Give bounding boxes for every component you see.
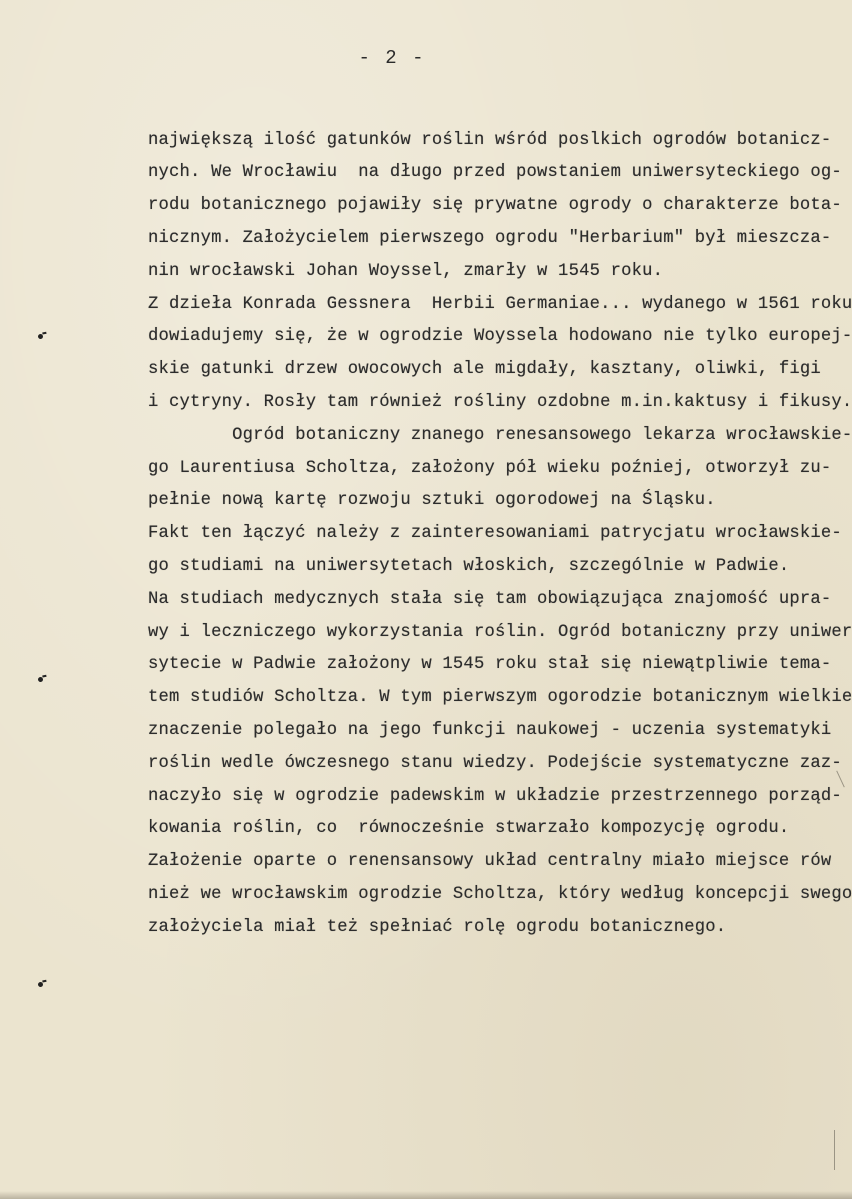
body-line: go studiami na uniwersytetach włoskich, szczególnie w Padwie. [148,557,790,576]
margin-mark-dot [37,676,43,682]
body-line: nież we wrocławskim ogrodzie Scholtza, który według koncepcji swego [148,885,852,904]
body-line: nicznym. Założycielem pierwszego ogrodu "Herbarium" był mieszcza- [148,229,832,248]
body-line: skie gatunki drzew owocowych ale migdały, kasztany, oliwki, figi [148,360,821,379]
body-line: nych. We Wrocławiu na długo przed powstaniem uniwersyteckiego og- [148,163,842,182]
body-line: sytecie w Padwie założony w 1545 roku stał się niewątpliwie tema- [148,655,832,674]
body-line: Założenie oparte o renensansowy układ centralny miało miejsce rów [148,852,832,871]
body-line: Z dzieła Konrada Gessnera Herbii Germaniae... wydanego w 1561 roku [148,295,852,314]
body-line: znaczenie polegało na jego funkcji naukowej - uczenia systematyki [148,721,832,740]
margin-mark-dot [37,981,43,987]
body-line: roślin wedle ówczesnego stanu wiedzy. Podejście systematyczne zaz- [148,754,842,773]
body-line: dowiadujemy się, że w ogrodzie Woyssela hodowano nie tylko europej- [148,327,852,346]
page-bottom-edge [0,1191,852,1199]
body-line: rodu botanicznego pojawiły się prywatne ogrody o charakterze bota- [148,196,842,215]
body-line: Ogród botaniczny znanego renesansowego lekarza wrocławskie- [148,426,852,445]
body-line: i cytryny. Rosły tam również rośliny ozdobne m.in.kaktusy i fikusy. [148,393,852,412]
body-line: największą ilość gatunków roślin wśród poslkich ogrodów botanicz- [148,131,832,150]
body-line: kowania roślin, co równocześnie stwarzało kompozycję ogrodu. [148,819,790,838]
body-line: Na studiach medycznych stała się tam obowiązująca znajomość upra- [148,590,832,609]
margin-mark-dot [37,333,43,339]
body-line: pełnie nową kartę rozwoju sztuki ogorodowej na Śląsku. [148,491,716,510]
pencil-tick-mark [834,1130,835,1170]
body-line: Fakt ten łączyć należy z zainteresowaniami patrycjatu wrocławskie- [148,524,842,543]
body-line: tem studiów Scholtza. W tym pierwszym ogorodzie botanicznym wielkie [148,688,852,707]
body-line: założyciela miał też spełniać rolę ogrodu botanicznego. [148,918,727,937]
body-line: go Laurentiusa Scholtza, założony pół wieku poźniej, otworzył zu- [148,459,832,478]
body-line: nin wrocławski Johan Woyssel, zmarły w 1545 roku. [148,262,664,281]
body-line: wy i leczniczego wykorzystania roślin. Ogród botaniczny przy uniwer [148,623,852,642]
page-number: - 2 - [358,47,426,69]
body-line: naczyło się w ogrodzie padewskim w układzie przestrzennego porząd- [148,787,842,806]
